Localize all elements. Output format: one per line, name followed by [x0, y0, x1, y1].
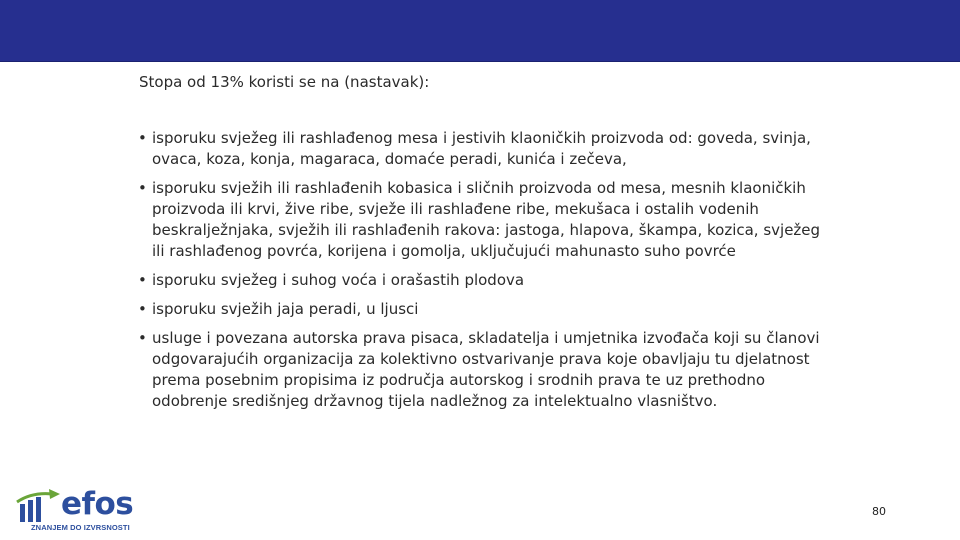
page-number: 80	[872, 505, 886, 518]
list-item	[137, 328, 837, 412]
list-item-text: usluge i povezana autorska prava pisaca, skladatelja i umjetnika izvođača koji su članovi odgovarajućih organizacija za kolektivno ostvarivanje prava koje obavljaju tu djelatnost prema posebnim propisima iz područja autorskog i srodnih prava te uz prethodno odobrenje središnjeg državnog tijela nadležnog za intelektualno vlasništvo.	[152, 329, 820, 410]
bullet-icon: •	[138, 179, 147, 197]
list-item	[137, 128, 837, 170]
logo-wordmark: efos	[61, 486, 134, 522]
list-item-text: isporuku svježeg i suhog voća i orašastih plodova	[152, 271, 525, 289]
bullet-icon: •	[138, 129, 147, 147]
header-bar	[0, 0, 960, 62]
list-item-text: isporuku svježih ili rashlađenih kobasica i sličnih proizvoda od mesa, mesnih klaoničkih proizvoda ili krvi, žive ribe, svježe ili rashlađene ribe, mekušaca i ostalih vodenih beskralježnjaka, svježih ili rashlađenih rakova: jastoga, hlapova, škampa, kozica, svježeg ili rashlađenog povrća, korijena i gomolja, uključujući mahunasto suho povrće	[152, 179, 821, 260]
logo-tagline: ZNANJEM DO IZVRSNOSTI	[31, 523, 130, 532]
bullet-icon: •	[138, 271, 147, 289]
bullet-icon: •	[138, 329, 147, 347]
efos-logo	[16, 488, 140, 532]
list-item-text: isporuku svježih jaja peradi, u ljusci	[152, 300, 419, 318]
list-item	[137, 299, 837, 320]
list-item	[137, 270, 837, 291]
list-item-text: isporuku svježeg ili rashlađenog mesa i jestivih klaoničkih proizvoda od: goveda, svinja, ovaca, koza, konja, magaraca, domaće peradi, kunića i zečeva,	[152, 129, 811, 168]
bar-chart-arrow-icon	[16, 488, 62, 524]
bullet-list	[137, 128, 837, 420]
intro-text: Stopa od 13% koristi se na (nastavak):	[139, 73, 430, 91]
list-item	[137, 178, 837, 262]
bullet-icon: •	[138, 300, 147, 318]
